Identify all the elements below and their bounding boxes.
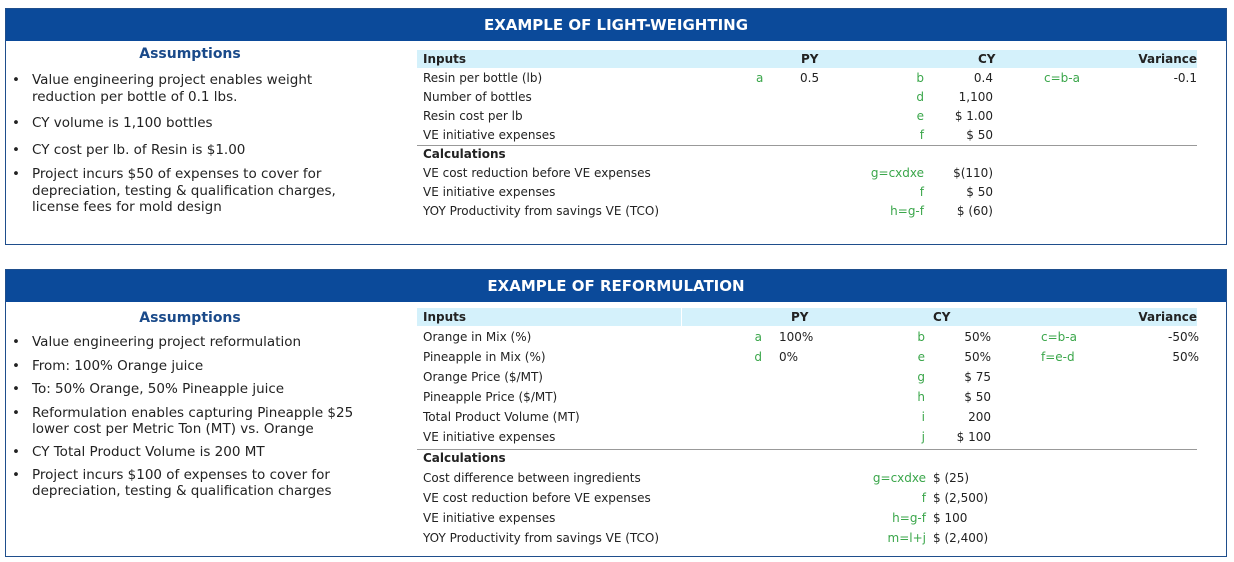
input-label: Resin cost per lb: [423, 109, 523, 123]
input-label: Pineapple Price ($/MT): [423, 390, 558, 404]
py-variable-tag: a: [754, 330, 762, 344]
variance-formula: c=b-a: [1044, 71, 1080, 85]
assumptions-list: [10, 334, 362, 499]
cy-variable-tag: b: [917, 330, 925, 344]
variance-value: -0.1: [1173, 71, 1197, 85]
calculations-header: Calculations: [423, 147, 506, 161]
py-variable-tag: a: [756, 71, 764, 85]
input-label: Number of bottles: [423, 90, 532, 104]
cy-value: 50%: [964, 330, 991, 344]
calculation-value: $ 100: [933, 511, 968, 525]
assumption-item: • CY Total Product Volume is 200 MT: [32, 444, 362, 461]
cy-header: CY: [978, 52, 996, 66]
input-row: [417, 348, 1197, 366]
calculation-row: [417, 469, 1197, 487]
calculation-row: [417, 509, 1197, 527]
calculation-formula: f: [919, 185, 924, 199]
calculation-row: [417, 183, 1197, 201]
py-value: 0.5: [800, 71, 820, 85]
calculation-label: VE initiative expenses: [423, 185, 556, 199]
calculation-row: [417, 489, 1197, 507]
py-value: 100%: [779, 330, 814, 344]
variance-header: Variance: [1138, 52, 1197, 66]
assumption-item: • Project incurs $100 of expenses to cover for depreciation, testing & qualification charges: [32, 467, 362, 499]
calculation-value: $ (2,500): [933, 491, 989, 505]
calculations-header-row: [417, 449, 1197, 467]
calculation-formula: h=g-f: [892, 511, 926, 525]
input-row: [417, 408, 1197, 426]
column-divider: [681, 308, 682, 326]
input-row: [417, 69, 1197, 87]
calculation-row: [417, 529, 1197, 547]
variance-value: 50%: [1172, 350, 1199, 364]
cy-value: $ 50: [966, 128, 993, 142]
inputs-header: Inputs: [423, 310, 467, 324]
input-label: Resin per bottle (lb): [423, 71, 543, 85]
assumptions-title: Assumptions: [139, 46, 241, 62]
cy-value: $ 1.00: [954, 109, 993, 123]
calculation-label: VE initiative expenses: [423, 511, 556, 525]
calculation-value: $ (60): [956, 204, 993, 218]
cy-variable-tag: j: [921, 430, 925, 444]
panel-title: EXAMPLE OF LIGHT-WEIGHTING: [6, 9, 1226, 41]
panel-title: EXAMPLE OF REFORMULATION: [6, 270, 1226, 302]
assumption-item: • From: 100% Orange juice: [32, 358, 362, 375]
cy-variable-tag: b: [916, 71, 924, 85]
cy-value: 0.4: [973, 71, 993, 85]
inputs-header-row: [417, 50, 1197, 68]
py-value: 0%: [779, 350, 799, 364]
cy-variable-tag: i: [921, 410, 925, 424]
cy-value: 1,100: [958, 90, 993, 104]
variance-header: Variance: [1138, 310, 1197, 324]
input-row: [417, 388, 1197, 406]
input-row: [417, 328, 1197, 346]
variance-formula: f=e-d: [1041, 350, 1075, 364]
calculation-label: YOY Productivity from savings VE (TCO): [423, 204, 660, 218]
input-label: Orange in Mix (%): [423, 330, 532, 344]
py-variable-tag: d: [754, 350, 762, 364]
cy-variable-tag: h: [917, 390, 925, 404]
calculation-formula: m=l+j: [887, 531, 926, 545]
assumptions-title: Assumptions: [139, 310, 241, 326]
cy-value: 200: [968, 410, 991, 424]
input-label: VE initiative expenses: [423, 430, 556, 444]
calculation-formula: g=cxdxe: [870, 166, 924, 180]
assumptions-list: [10, 72, 372, 216]
cy-value: 50%: [964, 350, 991, 364]
assumption-item: • Project incurs $50 of expenses to cover for depreciation, testing & qualification charges, license fees for mold design: [32, 166, 372, 216]
calculations-header: Calculations: [423, 451, 506, 465]
cy-value: $ 50: [964, 390, 991, 404]
variance-formula: c=b-a: [1041, 330, 1077, 344]
assumption-item: • CY cost per lb. of Resin is $1.00: [32, 142, 372, 159]
py-header: PY: [801, 52, 819, 66]
assumption-item: • Value engineering project enables weight reduction per bottle of 0.1 lbs.: [32, 72, 372, 105]
cy-variable-tag: e: [917, 350, 925, 364]
cy-value: $ 75: [964, 370, 991, 384]
calculation-row: [417, 202, 1197, 220]
assumption-item: • Reformulation enables capturing Pineapple $25 lower cost per Metric Ton (MT) vs. Orange: [32, 405, 362, 437]
calculation-value: $ 50: [966, 185, 993, 199]
inputs-header: Inputs: [423, 52, 467, 66]
assumption-item: • CY volume is 1,100 bottles: [32, 115, 372, 132]
calculation-formula: f: [921, 491, 926, 505]
calculation-label: YOY Productivity from savings VE (TCO): [423, 531, 660, 545]
input-row: [417, 88, 1197, 106]
input-row: [417, 107, 1197, 125]
py-header: PY: [791, 310, 809, 324]
input-label: Pineapple in Mix (%): [423, 350, 546, 364]
calculation-row: [417, 164, 1197, 182]
calculations-header-row: [417, 145, 1197, 163]
calculation-value: $ (25): [933, 471, 970, 485]
input-label: Orange Price ($/MT): [423, 370, 543, 384]
input-row: [417, 126, 1197, 144]
cy-value: $ 100: [956, 430, 991, 444]
calculation-value: $(110): [953, 166, 993, 180]
assumption-item: • To: 50% Orange, 50% Pineapple juice: [32, 381, 362, 398]
calculation-label: Cost difference between ingredients: [423, 471, 641, 485]
cy-variable-tag: f: [919, 128, 924, 142]
variance-value: -50%: [1167, 330, 1199, 344]
cy-header: CY: [933, 310, 951, 324]
cy-variable-tag: g: [917, 370, 925, 384]
input-label: VE initiative expenses: [423, 128, 556, 142]
inputs-header-row: [417, 308, 1197, 326]
calculation-formula: g=cxdxe: [872, 471, 926, 485]
calculation-formula: h=g-f: [890, 204, 924, 218]
assumption-item: • Value engineering project reformulation: [32, 334, 362, 351]
input-row: [417, 428, 1197, 446]
cy-variable-tag: e: [916, 109, 924, 123]
calculation-label: VE cost reduction before VE expenses: [423, 166, 651, 180]
input-label: Total Product Volume (MT): [423, 410, 580, 424]
calculation-label: VE cost reduction before VE expenses: [423, 491, 651, 505]
calculation-value: $ (2,400): [933, 531, 989, 545]
input-row: [417, 368, 1197, 386]
cy-variable-tag: d: [916, 90, 924, 104]
